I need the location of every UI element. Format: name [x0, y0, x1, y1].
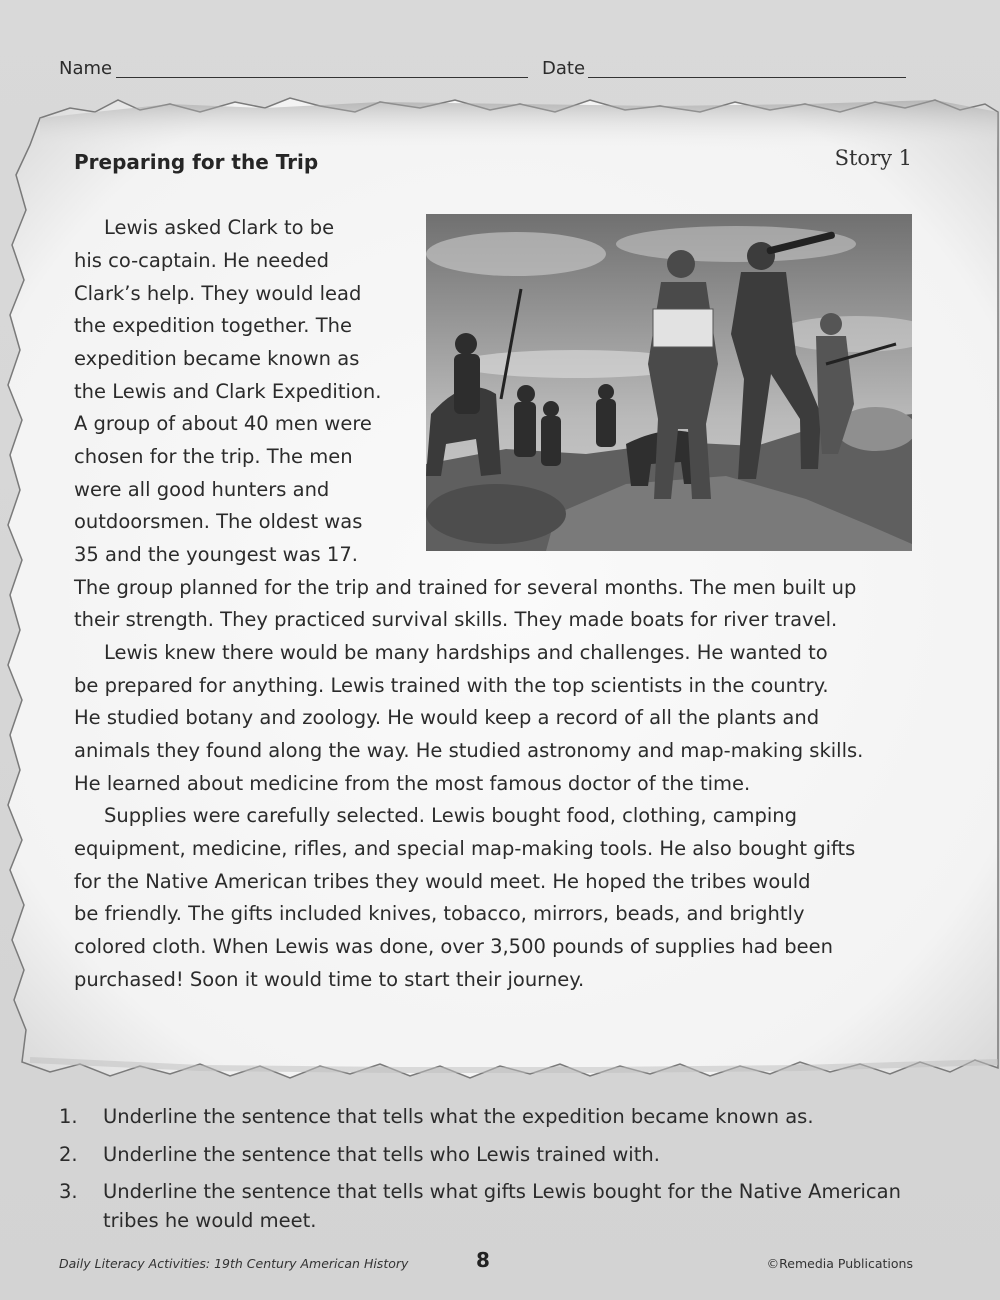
story-line: A group of about 40 men were — [74, 412, 372, 435]
story-line: be friendly. The gifts included knives, tobacco, mirrors, beads, and brightly — [74, 902, 805, 925]
story-line: outdoorsmen. The oldest was — [74, 510, 363, 533]
date-label: Date — [542, 58, 586, 79]
story-title: Preparing for the Trip — [74, 150, 319, 174]
expedition-scene — [426, 214, 912, 551]
story-line: expedition became known as — [74, 347, 360, 370]
page-number: 8 — [476, 1248, 490, 1272]
story-line: Supplies were carefully selected. Lewis bought food, clothing, camping — [104, 804, 797, 827]
story-line: for the Native American tribes they would meet. He hoped the tribes would — [74, 870, 811, 893]
footer-publisher: ©Remedia Publications — [766, 1256, 913, 1271]
story-line: colored cloth. When Lewis was done, over 3,500 pounds of supplies had been — [74, 935, 833, 958]
story-line: Lewis asked Clark to be — [104, 216, 335, 239]
expedition-illustration — [426, 214, 912, 551]
question-number: 1. — [59, 1105, 78, 1128]
question-number: 2. — [59, 1143, 78, 1166]
story-line: the Lewis and Clark Expedition. — [74, 380, 382, 403]
story-line: Lewis knew there would be many hardships and challenges. He wanted to — [104, 641, 828, 664]
story-line: purchased! Soon it would time to start their journey. — [74, 968, 585, 991]
question-number: 3. — [59, 1180, 78, 1203]
question-text: Underline the sentence that tells who Lewis trained with. — [103, 1143, 660, 1166]
question-text: Underline the sentence that tells what the expedition became known as. — [103, 1105, 814, 1128]
story-line: He learned about medicine from the most famous doctor of the time. — [74, 772, 751, 795]
story-line: the expedition together. The — [74, 314, 352, 337]
story-line: Clark’s help. They would lead — [74, 282, 362, 305]
story-line: The group planned for the trip and trained for several months. The men built up — [74, 576, 857, 599]
footer-book-title: Daily Literacy Activities: 19th Century American History — [59, 1256, 409, 1271]
story-line: He studied botany and zoology. He would keep a record of all the plants and — [74, 706, 820, 729]
story-line: his co-captain. He needed — [74, 249, 329, 272]
story-line: were all good hunters and — [74, 478, 330, 501]
story-line: animals they found along the way. He studied astronomy and map-making skills. — [74, 739, 864, 762]
story-line: equipment, medicine, rifles, and special map-making tools. He also bought gifts — [74, 837, 856, 860]
question-text: Underline the sentence that tells what gifts Lewis bought for the Native American tribes he would meet. — [103, 1180, 901, 1232]
name-label: Name — [59, 58, 113, 79]
story-number: Story 1 — [834, 146, 912, 170]
story-line: their strength. They practiced survival skills. They made boats for river travel. — [74, 608, 838, 631]
story-line: be prepared for anything. Lewis trained with the top scientists in the country. — [74, 674, 829, 697]
story-line: 35 and the youngest was 17. — [74, 543, 358, 566]
story-line: chosen for the trip. The men — [74, 445, 353, 468]
